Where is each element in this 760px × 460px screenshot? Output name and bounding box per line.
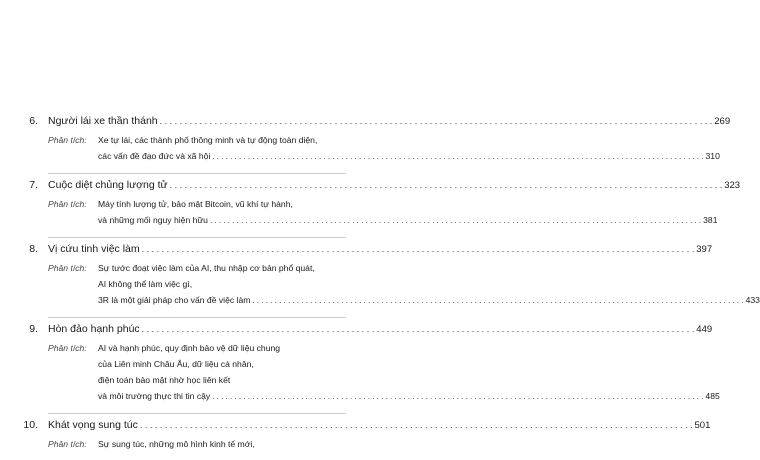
- analysis-page-number: 433: [745, 295, 760, 305]
- table-of-contents: [0, 110, 760, 460]
- chapter-title: Vị cứu tinh việc làm: [48, 243, 140, 255]
- chapter-analysis: [48, 196, 718, 237]
- chapter-number: 6.: [29, 115, 38, 127]
- analysis-lines: [98, 340, 720, 405]
- chapter-analysis: [48, 436, 360, 460]
- dot-leader: [210, 213, 701, 229]
- analysis-line: [98, 132, 720, 148]
- chapter-title: Khát vọng sung túc: [48, 419, 138, 431]
- dot-leader: [212, 149, 703, 165]
- analysis-lines: [98, 132, 720, 165]
- analysis-text: AI và hạnh phúc, quy định bảo vệ dữ liệu chung: [98, 343, 281, 353]
- chapter-row[interactable]: [8, 414, 711, 436]
- chapter-row[interactable]: [8, 238, 713, 260]
- analysis-label: Phân tích:: [48, 199, 87, 209]
- chapter-page-number: 269: [714, 116, 731, 127]
- dot-leader: [142, 318, 695, 340]
- analysis-text: và môi trường thực thi tin cậy: [98, 391, 211, 401]
- analysis-line: [98, 276, 760, 292]
- analysis-line: [98, 436, 360, 452]
- dot-leader: [212, 389, 703, 405]
- analysis-text: của Liên minh Châu Âu, dữ liệu cá nhân,: [98, 359, 254, 369]
- analysis-lines: [98, 196, 718, 229]
- analysis-page-number: 381: [703, 215, 718, 225]
- analysis-text: và những mối nguy hiện hữu: [98, 215, 208, 225]
- analysis-page-number: 310: [705, 151, 720, 161]
- analysis-label: Phân tích:: [48, 135, 87, 145]
- analysis-label: Phân tích:: [48, 263, 87, 273]
- chapter-title: Hòn đảo hạnh phúc: [48, 323, 140, 335]
- chapter-page-number: 323: [724, 180, 741, 191]
- analysis-text: điện toán bảo mật nhờ học liên kết: [98, 375, 231, 385]
- analysis-text: Sự sung túc, những mô hình kinh tế mới,: [98, 439, 255, 449]
- chapter-page-number: 397: [696, 244, 713, 255]
- analysis-line[interactable]: [98, 292, 760, 309]
- toc-chapter: [23, 413, 711, 460]
- chapter-analysis: [48, 260, 760, 317]
- chapter-title: Người lái xe thần thánh: [48, 115, 158, 127]
- toc-chapter: [29, 110, 731, 173]
- chapter-page-number: 501: [694, 420, 711, 431]
- analysis-label: Phân tích:: [48, 439, 87, 449]
- toc-chapter: [29, 317, 720, 413]
- chapter-number: 8.: [29, 243, 38, 255]
- chapter-row[interactable]: [8, 110, 731, 132]
- analysis-text: Xe tự lái, các thành phố thông minh và tự động toàn diện,: [98, 135, 318, 145]
- dot-leader: [170, 174, 723, 196]
- chapter-row[interactable]: [8, 318, 713, 340]
- analysis-line[interactable]: [98, 148, 720, 165]
- analysis-line[interactable]: [98, 388, 720, 405]
- analysis-line: [98, 260, 760, 276]
- analysis-text: Máy tính lượng tử, bảo mật Bitcoin, vũ khí tự hành,: [98, 199, 293, 209]
- chapter-number: 7.: [29, 179, 38, 191]
- analysis-line[interactable]: [98, 212, 718, 229]
- analysis-line: [98, 356, 720, 372]
- analysis-text: 3R là một giải pháp cho vấn đề việc làm: [98, 295, 251, 305]
- analysis-line: [98, 372, 720, 388]
- toc-chapter: [29, 173, 741, 237]
- dot-leader: [140, 414, 693, 436]
- analysis-line: [98, 196, 718, 212]
- chapter-title: Cuộc diệt chủng lượng tử: [48, 179, 168, 191]
- analysis-lines: [98, 436, 360, 452]
- dot-leader: [142, 238, 695, 260]
- chapter-number: 9.: [29, 323, 38, 335]
- chapter-number: 10.: [23, 419, 38, 431]
- analysis-line: [98, 340, 720, 356]
- chapter-analysis: [48, 340, 720, 413]
- chapter-row[interactable]: [8, 174, 741, 196]
- dot-leader: [160, 110, 713, 132]
- toc-chapter: [29, 237, 760, 317]
- analysis-label: Phân tích:: [48, 343, 87, 353]
- dot-leader: [252, 293, 743, 309]
- analysis-page-number: 485: [705, 391, 720, 401]
- analysis-lines: [98, 260, 760, 309]
- analysis-text: các vấn đề đạo đức và xã hội: [98, 151, 211, 161]
- chapter-analysis: [48, 132, 720, 173]
- chapter-page-number: 449: [696, 324, 713, 335]
- analysis-text: Sự tước đoạt việc làm của AI, thu nhập cơ bản phổ quát,: [98, 263, 315, 273]
- analysis-text: AI không thể làm việc gì,: [98, 279, 193, 289]
